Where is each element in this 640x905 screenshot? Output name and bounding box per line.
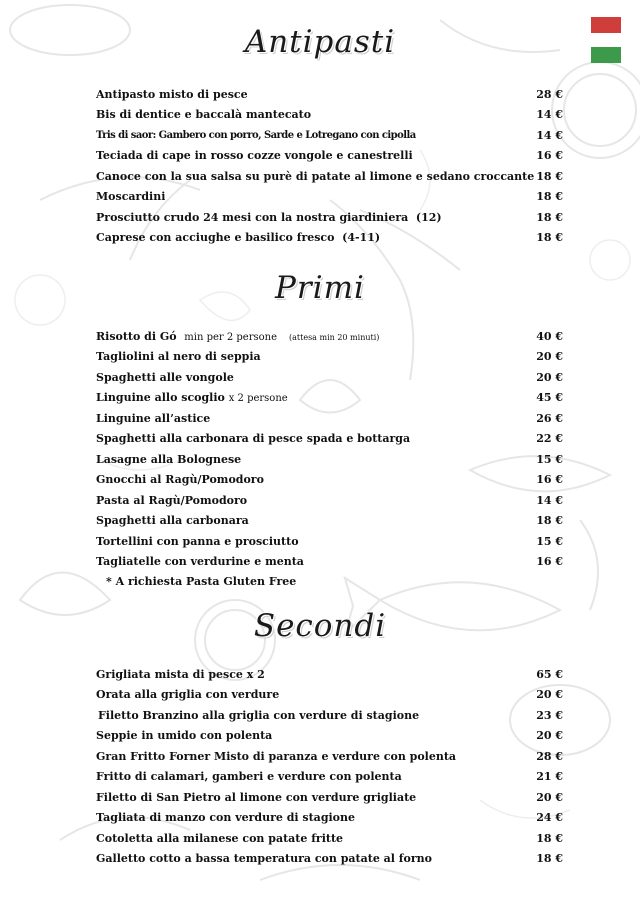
item-price: 40 € (536, 329, 563, 343)
item-name: Spaghetti alle vongole (96, 370, 234, 384)
list-item (96, 347, 563, 368)
item-price: 65 € (536, 667, 563, 681)
item-name: Lasagne alla Bolognese (96, 452, 242, 466)
item-name: Grigliata mista di pesce x 2 (96, 667, 265, 681)
item-price: 45 € (536, 391, 563, 405)
item-name: Spaghetti alla carbonara di pesce spada e bottarga (96, 432, 411, 446)
list-item (96, 664, 563, 685)
list-item (96, 531, 563, 552)
item-name: Orata alla griglia con verdure (96, 688, 280, 702)
item-price: 14 € (536, 128, 563, 142)
list-item (96, 767, 563, 788)
item-name: Filetto Branzino alla griglia con verdure di stagione (98, 708, 420, 722)
list-item (96, 828, 563, 849)
secondi-title: Secondi (253, 608, 387, 644)
item-price: 18 € (536, 831, 563, 845)
list-item (96, 490, 563, 511)
item-note-wait: (attesa min 20 minuti) (289, 332, 380, 342)
item-name: Bis di dentice e baccalà mantecato (96, 108, 312, 122)
list-item (96, 408, 563, 429)
item-name: Gnocchi al Ragù/Pomodoro (96, 473, 264, 487)
list-item (96, 746, 563, 767)
antipasti-list (96, 84, 563, 248)
item-name: Pasta al Ragù/Pomodoro (96, 493, 248, 507)
item-price: 18 € (536, 514, 563, 528)
list-item (96, 388, 563, 409)
item-name: Moscardini (96, 190, 166, 204)
item-name: Spaghetti alla carbonara (96, 514, 249, 528)
item-name: Linguine all’astice (96, 411, 211, 425)
list-item (96, 187, 563, 208)
list-item (96, 849, 563, 870)
item-name: Gran Fritto Forner Misto di paranza e verdure con polenta (96, 749, 457, 763)
item-price: 21 € (536, 770, 563, 784)
item-price: 18 € (536, 852, 563, 866)
primi-title: Primi (275, 270, 365, 306)
item-price: 20 € (536, 688, 563, 702)
item-price: 16 € (536, 149, 563, 163)
list-item (96, 685, 563, 706)
primi-list (96, 326, 563, 593)
item-price: 15 € (536, 534, 563, 548)
list-item (96, 726, 563, 747)
item-price: 14 € (536, 493, 563, 507)
item-price: 24 € (536, 811, 563, 825)
list-item (96, 787, 563, 808)
list-item (96, 552, 563, 573)
list-item (96, 470, 563, 491)
item-price: 18 € (536, 190, 563, 204)
list-item (96, 429, 563, 450)
item-price: 14 € (536, 108, 563, 122)
item-price: 18 € (536, 231, 563, 245)
item-price: 20 € (536, 729, 563, 743)
item-name: Seppie in umido con polenta (96, 729, 273, 743)
item-name (96, 391, 288, 404)
item-name: Galletto cotto a bassa temperatura con patate al forno (96, 852, 432, 866)
item-name: Antipasto misto di pesce (96, 87, 248, 101)
item-name-text: Linguine allo scoglio (96, 391, 225, 405)
item-price: 15 € (536, 452, 563, 466)
item-price: 16 € (536, 473, 563, 487)
item-name-text: Risotto di Gó (96, 329, 177, 343)
antipasti-title: Antipasti (244, 24, 396, 60)
item-name (96, 330, 379, 343)
item-name: Filetto di San Pietro al limone con verdure grigliate (96, 790, 417, 804)
secondi-list (96, 664, 563, 869)
item-name: Teciada di cape in rosso cozze vongole e canestrelli (96, 149, 413, 163)
list-item (96, 207, 563, 228)
item-price: 20 € (536, 790, 563, 804)
list-item (96, 228, 563, 249)
item-name: Tris di saor: Gambero con porro, Sarde e Lotregano con cipolla (96, 129, 416, 141)
list-item (96, 125, 563, 146)
item-name: Tagliatelle con verdurine e menta (96, 555, 304, 569)
item-price: 20 € (536, 350, 563, 364)
item-price: 22 € (536, 432, 563, 446)
list-item (96, 166, 563, 187)
gluten-free-note: * A richiesta Pasta Gluten Free (106, 575, 297, 588)
list-item (96, 808, 563, 829)
item-note: min per 2 persone (184, 331, 278, 343)
list-item (96, 326, 563, 347)
list-item (96, 449, 563, 470)
item-price: 18 € (536, 210, 563, 224)
item-price: 20 € (536, 370, 563, 384)
list-item (96, 146, 563, 167)
item-price: 16 € (536, 555, 563, 569)
item-name: Prosciutto crudo 24 mesi con la nostra giardiniera (12) (96, 210, 442, 224)
item-price: 26 € (536, 411, 563, 425)
item-name: Caprese con acciughe e basilico fresco (4-11) (96, 231, 381, 245)
item-name: Tagliata di manzo con verdure di stagione (96, 811, 356, 825)
item-price: 23 € (536, 708, 563, 722)
item-note: x 2 persone (228, 393, 288, 405)
item-name: Tagliolini al nero di seppia (96, 350, 261, 364)
list-item (96, 705, 563, 726)
item-price: 28 € (536, 749, 563, 763)
item-name: Cotoletta alla milanese con patate fritte (96, 831, 344, 845)
item-name: Canoce con la sua salsa su purè di patate al limone e sedano croccante (96, 169, 535, 183)
list-item (96, 105, 563, 126)
list-item (96, 511, 563, 532)
list-item (96, 84, 563, 105)
item-price: 28 € (536, 87, 563, 101)
item-name: Fritto di calamari, gamberi e verdure con polenta (96, 770, 402, 784)
item-price: 18 € (536, 169, 563, 183)
item-name: Tortellini con panna e prosciutto (96, 534, 299, 548)
list-item (96, 367, 563, 388)
